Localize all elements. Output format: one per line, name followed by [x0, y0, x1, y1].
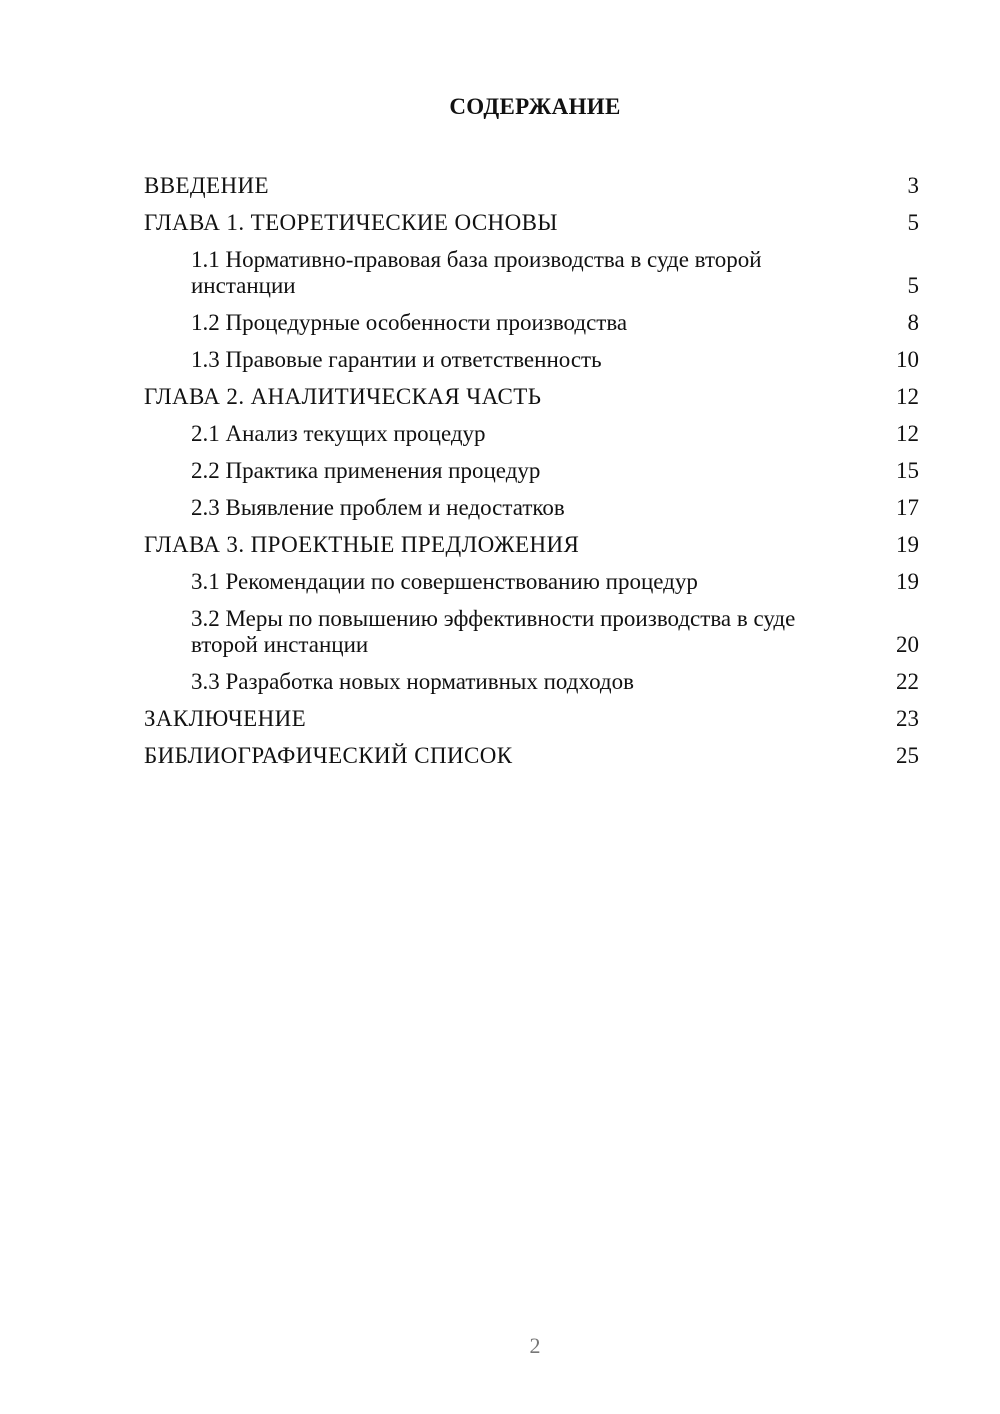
toc-entry-chapter-1[interactable] [144, 205, 919, 242]
toc-entry-label: 1.1 Нормативно-правовая база производства в суде второй инстанции [191, 247, 762, 298]
toc-entry-label: ЗАКЛЮЧЕНИЕ [144, 706, 307, 731]
toc-entry-page: 15 [896, 458, 919, 483]
toc-entry-section-2-3[interactable] [144, 490, 919, 527]
toc-entry-conclusion[interactable] [144, 701, 919, 738]
toc-entry-page: 5 [907, 210, 919, 235]
toc-entry-page: 8 [907, 310, 919, 335]
toc-entry-page: 20 [896, 632, 919, 657]
toc-entry-section-1-1[interactable] [144, 242, 919, 305]
toc-entry-page: 19 [896, 569, 919, 594]
toc-entry-page: 3 [907, 173, 919, 198]
toc-entry-label: 3.3 Разработка новых нормативных подходов [191, 669, 634, 694]
toc-entry-page: 17 [896, 495, 919, 520]
page-number: 2 [529, 1333, 541, 1358]
toc-entry-label: 2.3 Выявление проблем и недостатков [191, 495, 565, 520]
toc-entry-chapter-3[interactable] [144, 527, 919, 564]
toc-entry-page: 25 [896, 743, 919, 768]
toc-entry-section-3-1[interactable] [144, 564, 919, 601]
toc-entry-section-3-3[interactable] [144, 664, 919, 701]
toc-entry-chapter-2[interactable] [144, 379, 919, 416]
toc-entry-label: 3.2 Меры по повышению эффективности производства в суде второй инстанции [191, 606, 796, 657]
toc-entry-page: 19 [896, 532, 919, 557]
toc-entry-label: ГЛАВА 2. АНАЛИТИЧЕСКАЯ ЧАСТЬ [144, 384, 542, 409]
toc-entry-section-2-1[interactable] [144, 416, 919, 453]
toc-entry-page: 10 [896, 347, 919, 372]
toc-entry-section-2-2[interactable] [144, 453, 919, 490]
toc-entry-label: ГЛАВА 3. ПРОЕКТНЫЕ ПРЕДЛОЖЕНИЯ [144, 532, 580, 557]
toc-entry-introduction[interactable] [144, 168, 919, 205]
toc-entry-page: 12 [896, 421, 919, 446]
toc-entry-label: ГЛАВА 1. ТЕОРЕТИЧЕСКИЕ ОСНОВЫ [144, 210, 558, 235]
toc-entry-label: 1.2 Процедурные особенности производства [191, 310, 628, 335]
toc-entry-section-1-3[interactable] [144, 342, 919, 379]
toc-entry-label: 2.1 Анализ текущих процедур [191, 421, 486, 446]
toc-entry-section-3-2[interactable] [144, 601, 919, 664]
table-of-contents [144, 168, 919, 775]
toc-entry-page: 22 [896, 669, 919, 694]
toc-entry-label: 2.2 Практика применения процедур [191, 458, 541, 483]
toc-entry-label: 3.1 Рекомендации по совершенствованию процедур [191, 569, 698, 594]
toc-entry-page: 23 [896, 706, 919, 731]
toc-entry-bibliography[interactable] [144, 738, 919, 775]
toc-entry-section-1-2[interactable] [144, 305, 919, 342]
toc-entry-page: 5 [907, 273, 919, 298]
toc-entry-label: ВВЕДЕНИЕ [144, 173, 269, 198]
toc-entry-label: БИБЛИОГРАФИЧЕСКИЙ СПИСОК [144, 743, 513, 768]
toc-entry-page: 12 [896, 384, 919, 409]
page-title: СОДЕРЖАНИЕ [449, 94, 621, 119]
toc-entry-label: 1.3 Правовые гарантии и ответственность [191, 347, 602, 372]
